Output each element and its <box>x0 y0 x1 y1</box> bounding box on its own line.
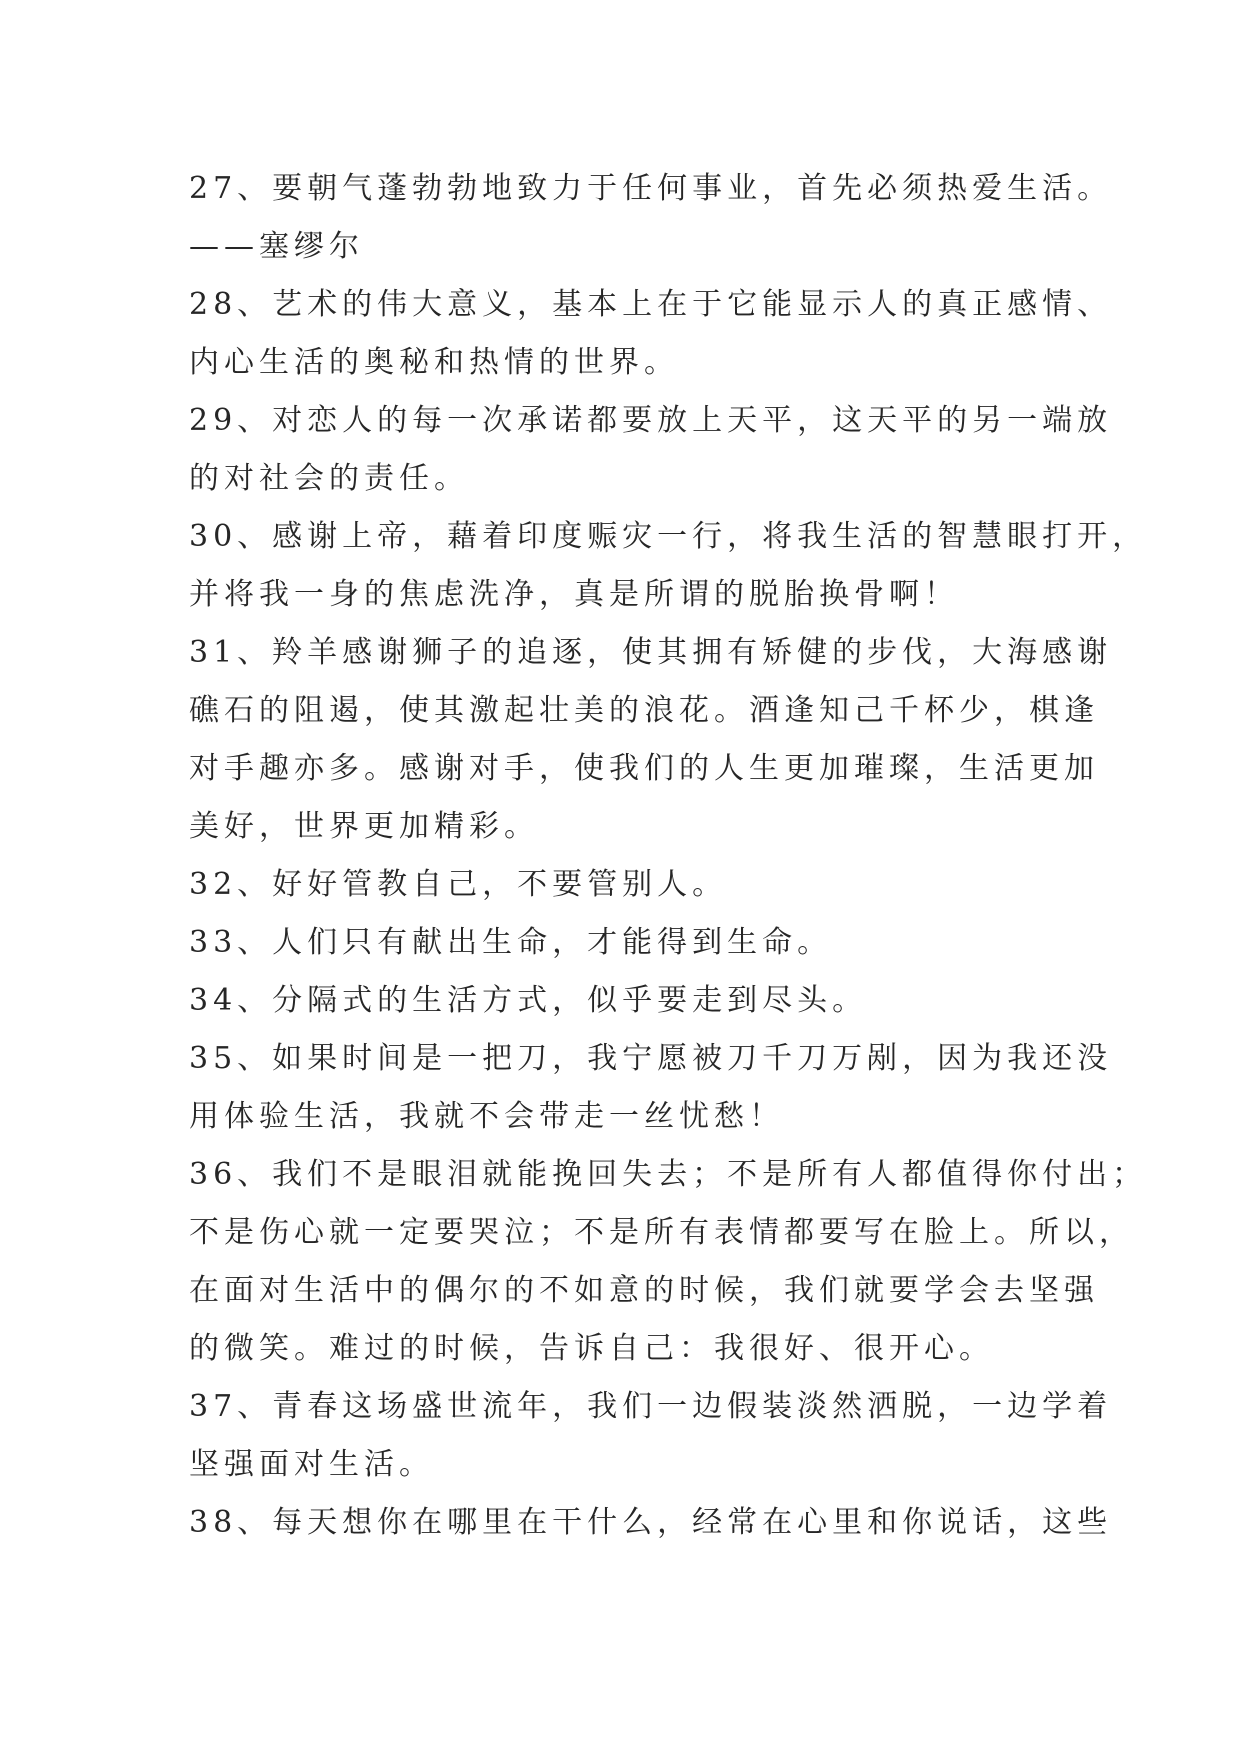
text-line: 37、青春这场盛世流年，我们一边假装淡然洒脱，一边学着 <box>189 1389 1113 1424</box>
text-line: 32、好好管教自己，不要管别人。 <box>189 867 728 902</box>
text-line: 在面对生活中的偶尔的不如意的时候，我们就要学会去坚强 <box>189 1273 1099 1308</box>
text-line: 不是伤心就一定要哭泣；不是所有表情都要写在脸上。所以， <box>189 1215 1134 1250</box>
text-line: 礁石的阻遏，使其激起壮美的浪花。酒逢知己千杯少，棋逢 <box>189 693 1099 728</box>
text-line: 坚强面对生活。 <box>189 1447 434 1482</box>
text-line: 30、感谢上帝，藉着印度赈灾一行，将我生活的智慧眼打开， <box>189 519 1148 554</box>
text-line: 的微笑。难过的时候，告诉自己：我很好、很开心。 <box>189 1331 994 1366</box>
text-line: 36、我们不是眼泪就能挽回失去；不是所有人都值得你付出； <box>189 1157 1148 1192</box>
text-line: 内心生活的奥秘和热情的世界。 <box>189 345 679 380</box>
text-line: 31、羚羊感谢狮子的追逐，使其拥有矫健的步伐，大海感谢 <box>189 635 1113 670</box>
document-body <box>189 160 1148 1552</box>
text-line: 29、对恋人的每一次承诺都要放上天平，这天平的另一端放 <box>189 403 1113 438</box>
text-line: 对手趣亦多。感谢对手，使我们的人生更加璀璨，生活更加 <box>189 751 1099 786</box>
text-line: 美好，世界更加精彩。 <box>189 809 539 844</box>
text-line: 27、要朝气蓬勃勃地致力于任何事业，首先必须热爱生活。 <box>189 171 1113 206</box>
text-line: 28、艺术的伟大意义，基本上在于它能显示人的真正感情、 <box>189 287 1113 322</box>
text-line: 38、每天想你在哪里在干什么，经常在心里和你说话，这些 <box>189 1505 1113 1540</box>
text-line: 并将我一身的焦虑洗净，真是所谓的脱胎换骨啊！ <box>189 577 959 612</box>
text-line: 33、人们只有献出生命，才能得到生命。 <box>189 925 833 960</box>
text-line: ——塞缪尔 <box>189 229 364 264</box>
text-line: 用体验生活，我就不会带走一丝忧愁！ <box>189 1099 784 1134</box>
text-line: 34、分隔式的生活方式，似乎要走到尽头。 <box>189 983 868 1018</box>
text-line: 35、如果时间是一把刀，我宁愿被刀千刀万剐，因为我还没 <box>189 1041 1113 1076</box>
text-line: 的对社会的责任。 <box>189 461 469 496</box>
